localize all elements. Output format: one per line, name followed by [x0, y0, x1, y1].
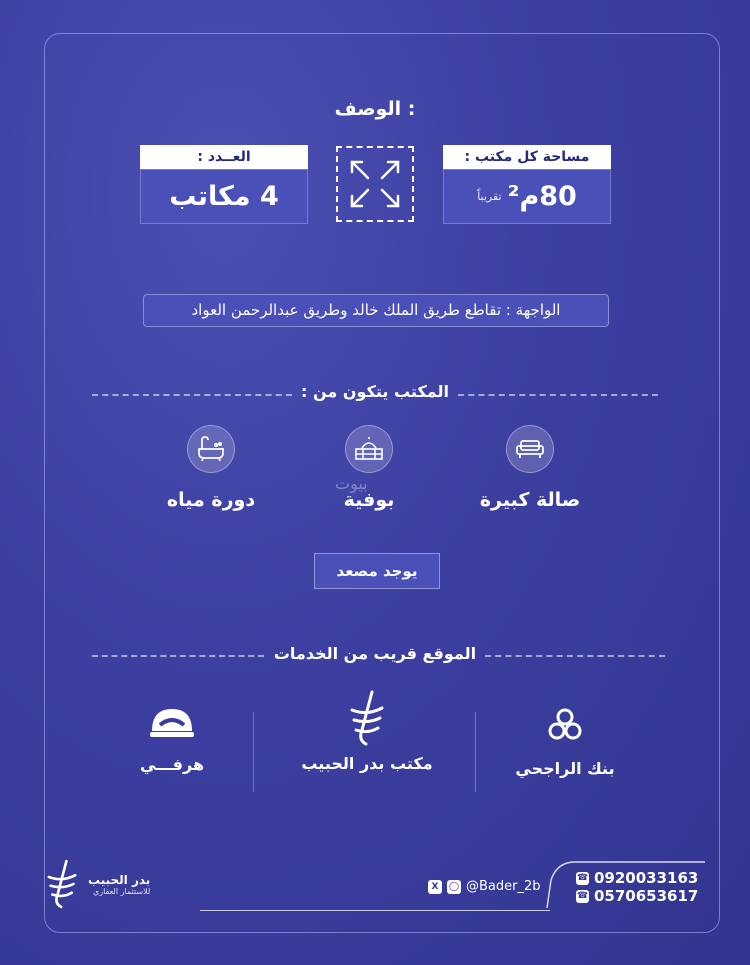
- services-title: الموقع قريب من الخدمات: [273, 644, 477, 663]
- bader-brand-icon: [40, 858, 84, 910]
- facade-info: الواجهة : تقاطع طريق الملك خالد وطريق عبدالرحمن العواد: [143, 294, 609, 327]
- count-label: العــدد :: [140, 145, 308, 169]
- whatsapp-icon: ☎: [576, 891, 589, 901]
- service-bader: [282, 690, 452, 773]
- count-value-box: [140, 169, 308, 224]
- count-box: [140, 145, 308, 224]
- phone-icon: ☎: [576, 873, 589, 883]
- area-label: مساحة كل مكتب :: [443, 145, 611, 169]
- phone-2-number: 0570653617: [594, 887, 699, 905]
- area-note: تقريباً: [477, 190, 502, 203]
- brand-name: بدر الحبيب: [88, 872, 151, 887]
- phone-1-number: 0920033163: [594, 869, 699, 887]
- bathtub-icon: [187, 425, 235, 473]
- component-bathroom: [141, 425, 281, 511]
- component-buffet-label: بوفية: [343, 489, 395, 511]
- social-handles[interactable]: [428, 879, 541, 894]
- service-bader-label: مكتب بدر الحبيب: [301, 754, 433, 773]
- alrajhi-bank-icon: [545, 705, 585, 745]
- area-box: [443, 145, 611, 224]
- service-separator-1: [475, 712, 476, 792]
- service-alrajhi: [480, 705, 650, 778]
- footer-underline: [200, 910, 550, 911]
- count-value: 4 مكاتب: [169, 181, 279, 212]
- bader-logo-icon: [342, 690, 392, 746]
- watermark: بيوت: [335, 474, 368, 493]
- brand-logo: [40, 858, 150, 910]
- x-icon: X: [428, 880, 442, 894]
- component-bathroom-label: دورة مياه: [166, 489, 256, 511]
- buffet-icon: [345, 425, 393, 473]
- social-handle: @Bader_2b: [466, 879, 541, 894]
- component-hall: [460, 425, 600, 511]
- instagram-icon: ◯: [448, 881, 460, 892]
- service-alrajhi-label: بنك الراجحي: [515, 759, 615, 778]
- service-herfy-label: هرفـــي: [139, 755, 205, 774]
- area-value: 80م²: [507, 181, 577, 212]
- elevator-badge: يوجد مصعد: [314, 553, 440, 589]
- phone-2[interactable]: [576, 887, 698, 905]
- herfy-icon: [146, 705, 198, 741]
- description-title: الوصف :: [334, 98, 416, 120]
- component-hall-label: صالة كبيرة: [479, 489, 581, 511]
- components-title: المكتب يتكون من :: [301, 382, 449, 401]
- brand-subtitle: للاستثمار العقاري: [92, 886, 151, 896]
- component-buffet: [299, 425, 439, 511]
- service-herfy: [87, 705, 257, 774]
- sofa-icon: [506, 425, 554, 473]
- expand-arrows-icon: [336, 146, 414, 222]
- area-value-box: [443, 169, 611, 224]
- phone-1[interactable]: [576, 869, 698, 887]
